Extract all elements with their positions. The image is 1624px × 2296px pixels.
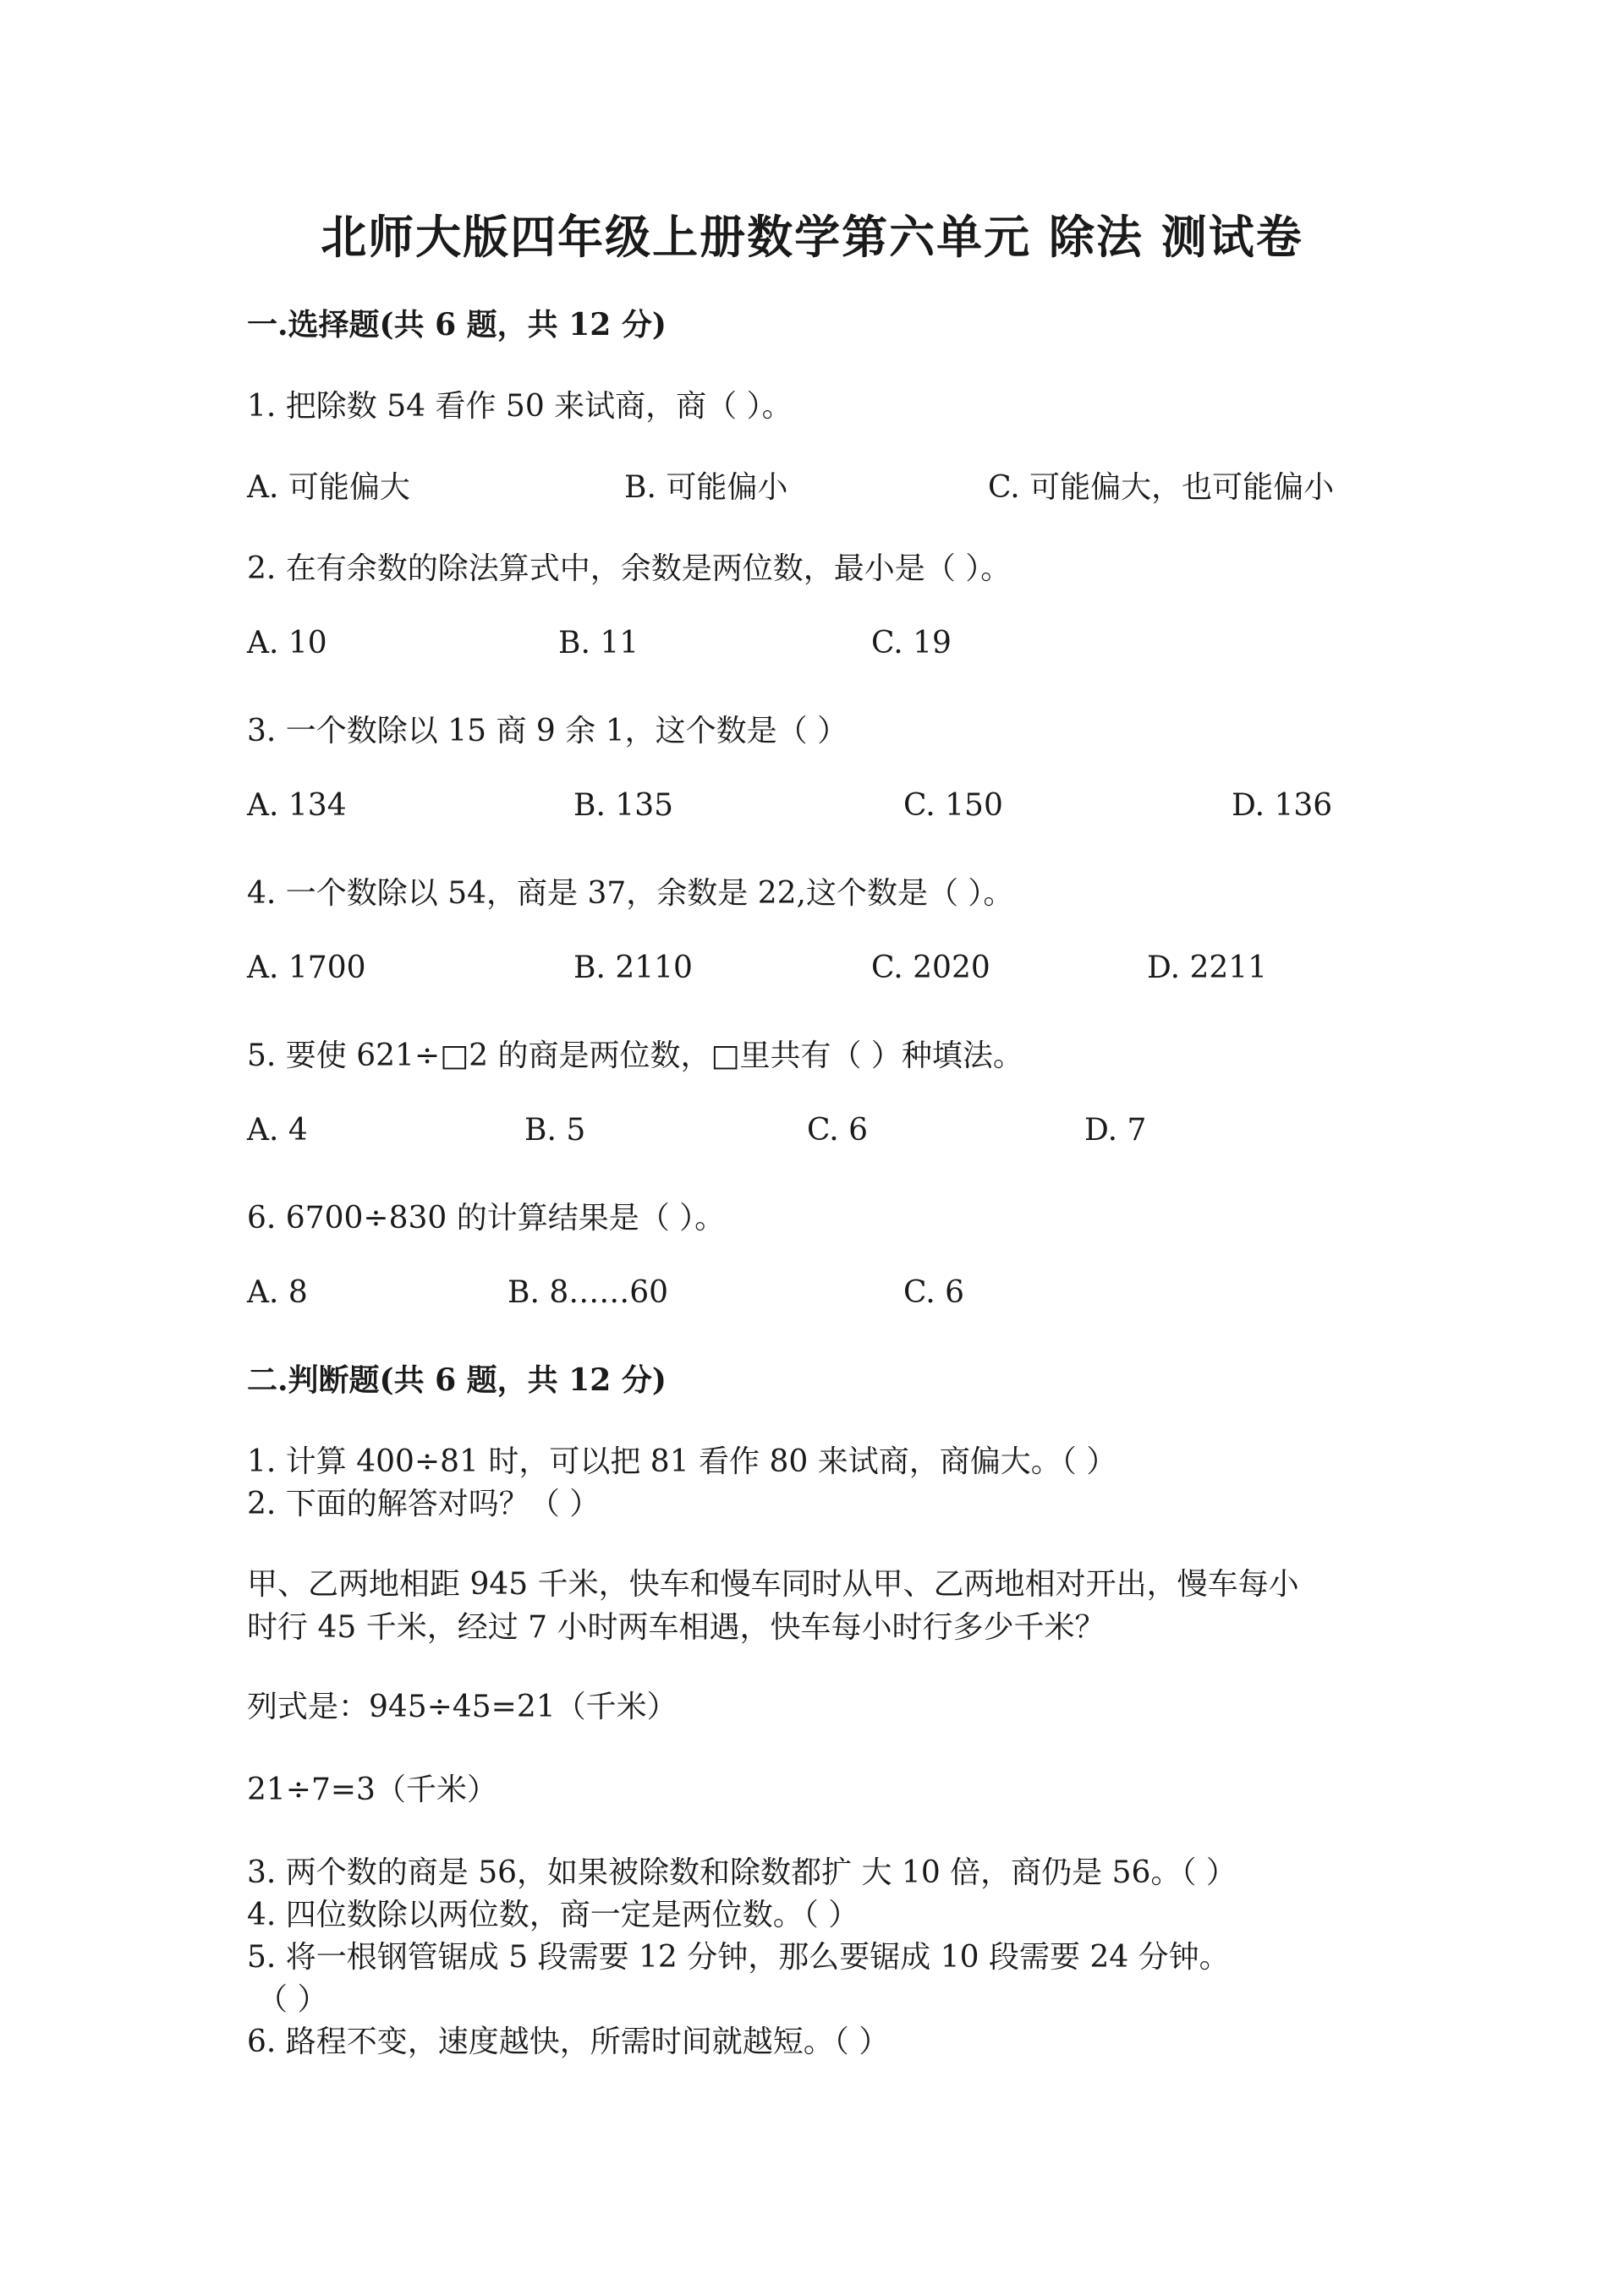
judgment-5-answer-paren: （ ） (257, 1982, 328, 2017)
judgment-6: 6. 路程不变，速度越快，所需时间就越短。（ ） (247, 2025, 890, 2059)
judgment-2: 2. 下面的解答对吗？（ ） (247, 1487, 601, 1521)
option-4a: A. 1700 (247, 951, 366, 985)
option-5c: C. 6 (807, 1113, 869, 1148)
section-heading-judgment: 二.判断题(共 6 题，共 12 分) (247, 1362, 667, 1398)
option-1a: A. 可能偏大 (247, 470, 410, 505)
formula-line-2: 21÷7=3（千米） (247, 1773, 497, 1807)
option-3c: C. 150 (903, 788, 1003, 823)
question-6: 6. 6700÷830 的计算结果是（ ）。 (247, 1201, 726, 1236)
judgment-5: 5. 将一根钢管锯成 5 段需要 12 分钟，那么要锯成 10 段需要 24 分钟。 (247, 1940, 1230, 1975)
judgment-1: 1. 计算 400÷81 时，可以把 81 看作 80 来试商，商偏大。（ ） (247, 1444, 1117, 1479)
option-6a: A. 8 (247, 1275, 308, 1310)
question-3: 3. 一个数除以 15 商 9 余 1，这个数是（ ） (247, 714, 848, 748)
word-problem-line-2: 时行 45 千米，经过 7 小时两车相遇，快车每小时行多少千米？ (247, 1610, 1106, 1645)
option-3d: D. 136 (1232, 788, 1333, 823)
option-1b: B. 可能偏小 (624, 470, 788, 505)
option-5a: A. 4 (247, 1113, 308, 1148)
option-2b: B. 11 (558, 626, 639, 660)
question-2: 2. 在有余数的除法算式中，余数是两位数，最小是（ ）。 (247, 551, 1012, 586)
page-title: 北师大版四年级上册数学第六单元 除法 测试卷 (321, 210, 1303, 264)
option-5d: D. 7 (1084, 1113, 1147, 1148)
option-3a: A. 134 (247, 788, 347, 823)
option-6c: C. 6 (903, 1275, 965, 1310)
option-4c: C. 2020 (871, 951, 990, 985)
question-1: 1. 把除数 54 看作 50 来试商，商（ ）。 (247, 389, 793, 424)
section-heading-choice: 一.选择题(共 6 题，共 12 分) (247, 307, 667, 342)
option-3b: B. 135 (573, 788, 674, 823)
judgment-3: 3. 两个数的商是 56，如果被除数和除数都扩 大 10 倍，商仍是 56。（ ） (247, 1855, 1237, 1890)
option-2a: A. 10 (247, 626, 327, 660)
question-5: 5. 要使 621÷□2 的商是两位数，□里共有（ ）种填法。 (247, 1038, 1023, 1073)
option-1c: C. 可能偏大，也可能偏小 (988, 470, 1335, 505)
judgment-4: 4. 四位数除以两位数，商一定是两位数。（ ） (247, 1898, 859, 1932)
option-2c: C. 19 (871, 626, 952, 660)
word-problem-line-1: 甲、乙两地相距 945 千米，快车和慢车同时从甲、乙两地相对开出，慢车每小 (247, 1567, 1299, 1602)
formula-line-1: 列式是：945÷45=21（千米） (247, 1690, 678, 1724)
option-6b: B. 8……60 (508, 1275, 669, 1310)
option-5b: B. 5 (524, 1113, 586, 1148)
question-4: 4. 一个数除以 54，商是 37，余数是 22,这个数是（ ）。 (247, 876, 1014, 911)
option-4b: B. 2110 (573, 951, 693, 985)
option-4d: D. 2211 (1147, 951, 1268, 985)
